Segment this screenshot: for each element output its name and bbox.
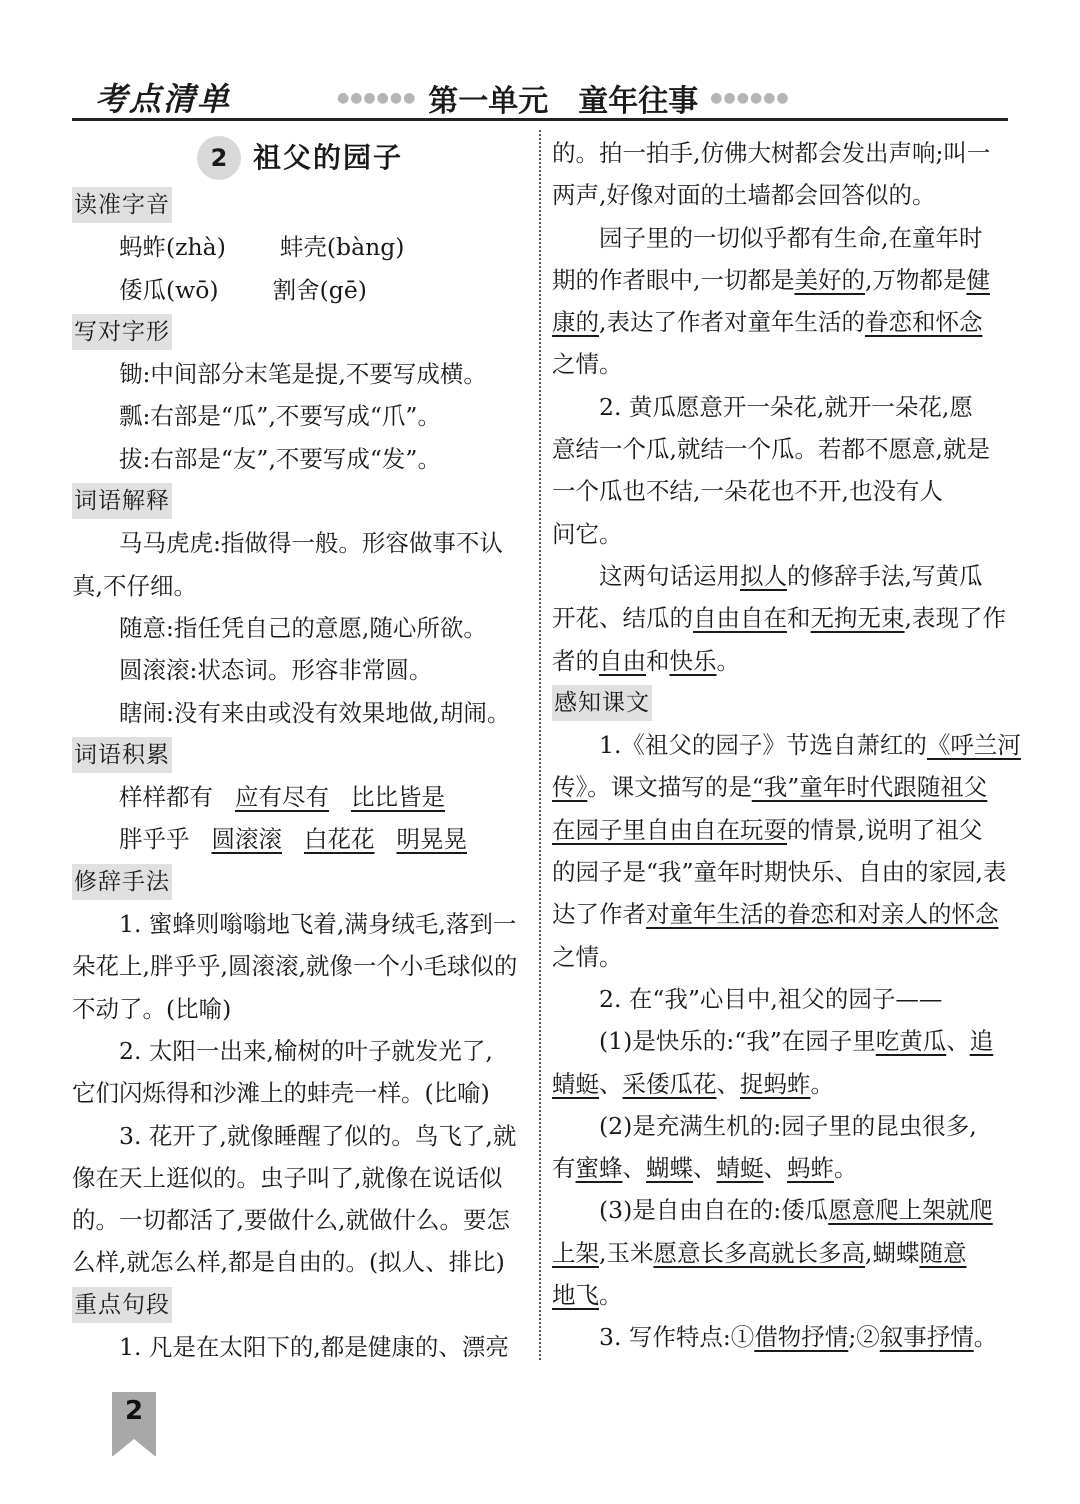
underlined-text: 蜻蜓 xyxy=(716,1154,764,1183)
underlined-text: 蝴蝶 xyxy=(646,1154,693,1183)
underlined-text: 吃黄瓜 xyxy=(875,1027,947,1056)
left-column xyxy=(72,132,528,1368)
dot-leader-left: ●●●●●● xyxy=(337,90,417,106)
text-span: 、 xyxy=(599,1069,623,1098)
text-span: 达了作者 xyxy=(552,900,646,929)
lesson-title xyxy=(72,132,528,184)
text-line xyxy=(552,1274,1008,1316)
text-line: 瓢:右部是“瓜”,不要写成“爪”。 xyxy=(119,402,441,431)
underlined-text: 在园子里自由自在玩耍 xyxy=(552,815,787,844)
underlined-text: 对童年生活的眷恋和对亲人的怀念 xyxy=(646,900,999,929)
text-span: 。 xyxy=(599,1281,623,1310)
section-vocab-explain: 词语解释 xyxy=(72,483,172,519)
underlined-text: 随意 xyxy=(919,1238,967,1267)
text-line xyxy=(552,259,1008,301)
text-line xyxy=(552,301,1008,343)
text-line xyxy=(552,1063,1008,1105)
text-line xyxy=(552,640,1008,682)
text-line: 锄:中间部分末笔是提,不要写成横。 xyxy=(119,360,487,389)
underlined-text: 愿意长多高就长多高 xyxy=(653,1238,865,1267)
page-number: 2 xyxy=(124,1396,144,1426)
underlined-text: 传》 xyxy=(552,773,588,802)
section-vocab-accumulate: 词语积累 xyxy=(72,737,172,773)
text-span: (1)是快乐的:“我”在园子里 xyxy=(599,1027,876,1056)
text-line: 意结一个瓜,就结一个瓜。若都不愿意,就是 xyxy=(552,435,990,464)
text-line: 圆滚滚:状态词。形容非常圆。 xyxy=(119,656,433,685)
text-line xyxy=(552,724,1021,766)
word-item: 胖乎乎 xyxy=(119,825,190,854)
text-span: (3)是自由自在的:倭瓜 xyxy=(599,1196,829,1225)
underlined-text: 借物抒情 xyxy=(754,1323,849,1352)
section-glyph: 写对字形 xyxy=(72,314,172,350)
text-line: 之情。 xyxy=(552,350,623,379)
text-span: 者的 xyxy=(552,646,599,675)
right-column xyxy=(552,132,1021,1359)
underlined-text: “我”童年时代跟随祖父 xyxy=(751,773,988,802)
text-span: 的情景,说明了祖父 xyxy=(787,815,983,844)
text-span: ;② xyxy=(848,1323,880,1352)
underlined-text: 《呼兰河 xyxy=(926,731,1021,760)
text-span: 。 xyxy=(810,1069,834,1098)
text-span: 这两句话运用 xyxy=(599,561,740,590)
word-row xyxy=(72,776,528,818)
text-line: 2. 太阳一出来,榆树的叶子就发光了, xyxy=(119,1036,493,1065)
word-item: 样样都有 xyxy=(119,783,213,812)
text-line: 1. 蜜蜂则嗡嗡地飞着,满身绒毛,落到一 xyxy=(119,910,517,939)
underlined-text: 康的 xyxy=(552,308,599,337)
text-line: 拔:右部是“友”,不要写成“发”。 xyxy=(119,444,441,473)
pinyin-row xyxy=(72,269,421,311)
text-line xyxy=(552,597,1008,639)
pinyin-item: 割舍(gē) xyxy=(272,275,367,304)
text-line: 园子里的一切似乎都有生命,在童年时 xyxy=(599,223,983,252)
text-span: ,玉米 xyxy=(599,1238,654,1267)
text-line xyxy=(552,766,1008,808)
unit-label: 第一单元 xyxy=(428,84,549,119)
text-line xyxy=(552,1316,1008,1358)
underlined-text: 蚂蚱 xyxy=(787,1154,834,1183)
text-line: 两声,好像对面的土墙都会回答似的。 xyxy=(552,181,936,210)
underlined-text: 健 xyxy=(966,265,990,294)
underlined-text: 自由 xyxy=(599,646,646,675)
text-line xyxy=(552,1020,1008,1062)
text-line: 的园子是“我”童年时期快乐、自由的家园,表 xyxy=(552,858,1007,887)
text-line: 它们闪烁得和沙滩上的蚌壳一样。(比喻) xyxy=(72,1079,490,1108)
pinyin-row xyxy=(72,226,458,268)
text-line xyxy=(552,809,1008,851)
column-divider xyxy=(539,130,541,1360)
text-line: 马马虎虎:指做得一般。形容做事不认 xyxy=(119,529,503,558)
underlined-text: 无拘无束 xyxy=(810,604,905,633)
text-span: ,蝴蝶 xyxy=(864,1238,920,1267)
text-span: 。课文描写的是 xyxy=(587,773,752,802)
text-span: ,万物都是 xyxy=(864,265,967,294)
underlined-text: 采倭瓜花 xyxy=(622,1069,717,1098)
lesson-number-badge: 2 xyxy=(197,136,241,180)
text-span: 期的作者眼中,一切都是 xyxy=(552,265,795,294)
header-rule xyxy=(72,118,1008,121)
text-line: 么样,就怎么样,都是自由的。(拟人、排比) xyxy=(72,1248,505,1277)
text-line: 问它。 xyxy=(552,519,623,548)
text-span: 、 xyxy=(622,1154,646,1183)
text-line xyxy=(552,1232,1008,1274)
underlined-text: 蜻蜓 xyxy=(552,1069,599,1098)
text-line xyxy=(552,1189,1008,1231)
underlined-text: 地飞 xyxy=(552,1281,599,1310)
pinyin-item: 倭瓜(wō) xyxy=(119,275,219,304)
text-line xyxy=(552,893,1008,935)
underlined-text: 上架 xyxy=(552,1238,599,1267)
header-title: 考点清单 xyxy=(95,80,232,118)
text-span: 。 xyxy=(834,1154,858,1183)
pinyin-item: 蚌壳(bàng) xyxy=(279,233,405,262)
text-line: 1. 凡是在太阳下的,都是健康的、漂亮 xyxy=(119,1333,509,1362)
underlined-text: 愿意爬上架就爬 xyxy=(828,1196,993,1225)
text-span: 。 xyxy=(973,1323,998,1352)
text-span: 3. 写作特点:① xyxy=(599,1323,755,1352)
underlined-text: 捉蚂蚱 xyxy=(740,1069,811,1098)
text-line xyxy=(552,555,1008,597)
word-item: 圆滚滚 xyxy=(211,825,282,854)
underlined-text: 追 xyxy=(969,1027,994,1056)
word-item: 应有尽有 xyxy=(235,783,329,812)
text-span: 、 xyxy=(716,1069,740,1098)
section-comprehension: 感知课文 xyxy=(552,685,652,721)
word-row xyxy=(72,818,528,860)
header-unit xyxy=(325,76,802,120)
text-line: 随意:指任凭自己的意愿,随心所欲。 xyxy=(119,613,487,642)
text-line: 2. 在“我”心目中,祖父的园子—— xyxy=(599,984,943,1013)
text-span: ,表现了作 xyxy=(904,604,1006,633)
text-span: 1.《祖父的园子》节选自萧红的 xyxy=(599,731,927,760)
text-span: 和 xyxy=(646,646,670,675)
text-line: 真,不仔细。 xyxy=(72,571,197,600)
underlined-text: 拟人 xyxy=(740,561,787,590)
text-line xyxy=(552,1147,1008,1189)
pinyin-item: 蚂蚱(zhà) xyxy=(119,233,226,262)
underlined-text: 美好的 xyxy=(794,265,865,294)
text-span: 、 xyxy=(763,1154,787,1183)
text-line: 的。拍一拍手,仿佛大树都会发出声响;叫一 xyxy=(552,139,991,167)
text-line: 的。一切都活了,要做什么,就做什么。要怎 xyxy=(72,1206,510,1235)
text-span: 、 xyxy=(693,1154,717,1183)
text-line: 2. 黄瓜愿意开一朵花,就开一朵花,愿 xyxy=(599,392,973,421)
section-rhetoric: 修辞手法 xyxy=(72,864,172,900)
underlined-text: 叙事抒情 xyxy=(879,1323,974,1352)
text-span: 的修辞手法,写黄瓜 xyxy=(787,561,983,590)
underlined-text: 自由自在 xyxy=(693,604,787,633)
text-span: ,表达了作者对童年生活的 xyxy=(599,308,865,337)
underlined-text: 快乐 xyxy=(669,646,717,675)
word-item: 白花花 xyxy=(304,825,375,854)
text-line: 不动了。(比喻) xyxy=(72,994,232,1023)
text-span: 、 xyxy=(946,1027,970,1056)
unit-theme: 童年往事 xyxy=(578,84,699,119)
text-line: 瞎闹:没有来由或没有效果地做,胡闹。 xyxy=(119,698,511,727)
underlined-text: 蜜蜂 xyxy=(575,1154,623,1183)
text-line: (2)是充满生机的:园子里的昆虫很多, xyxy=(599,1111,977,1140)
text-line: 一个瓜也不结,一朵花也不开,也没有人 xyxy=(552,477,943,506)
text-span: 有 xyxy=(552,1154,576,1183)
word-item: 明晃晃 xyxy=(396,825,467,854)
text-line: 3. 花开了,就像睡醒了似的。鸟飞了,就 xyxy=(119,1121,517,1150)
lesson-name: 祖父的园子 xyxy=(252,140,403,174)
section-key-sentences: 重点句段 xyxy=(72,1287,172,1323)
word-item: 比比皆是 xyxy=(351,783,445,812)
text-line: 像在天上逛似的。虫子叫了,就像在说话似 xyxy=(72,1163,503,1192)
section-pronunciation: 读准字音 xyxy=(72,187,172,223)
text-line: 朵花上,胖乎乎,圆滚滚,就像一个小毛球似的 xyxy=(72,952,518,981)
text-span: 和 xyxy=(787,604,811,633)
dot-leader-right: ●●●●●● xyxy=(710,90,790,106)
text-span: 开花、结瓜的 xyxy=(552,604,693,633)
text-line: 之情。 xyxy=(552,942,623,971)
underlined-text: 眷恋和怀念 xyxy=(864,308,983,337)
text-span: 。 xyxy=(716,646,740,675)
